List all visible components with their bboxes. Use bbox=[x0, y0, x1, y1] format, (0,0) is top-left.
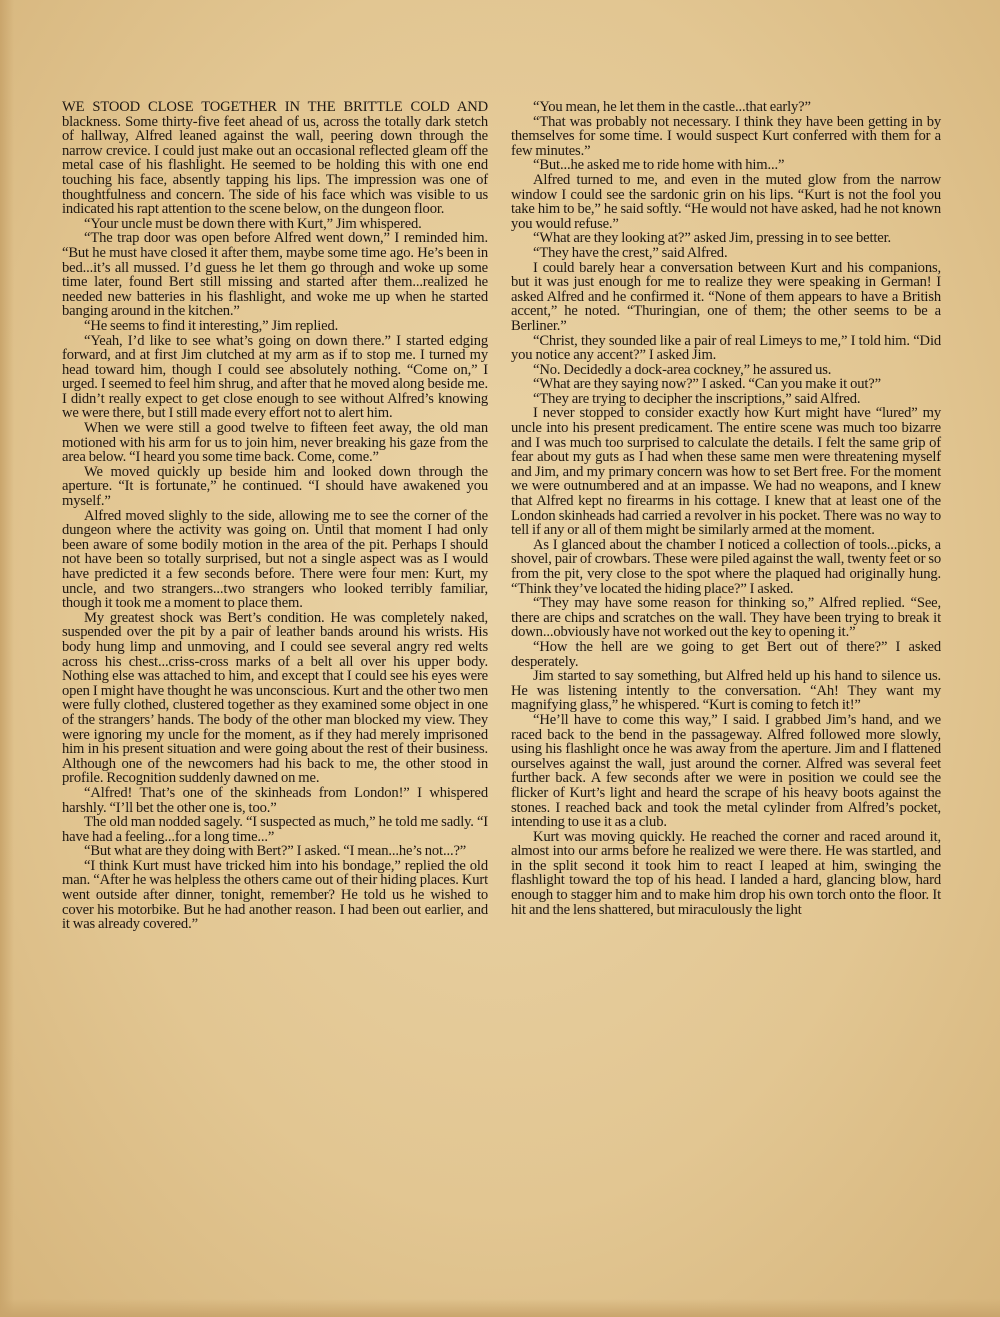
left-paragraph: “Yeah, I’d like to see what’s going on down there.” I started edging forward, and at first Jim clutched at my arm as if to stop me. I turned my head toward him, though I could see absolutely nothing. “Come on,” I urged. I seemed to feel him shrug, and after that he moved along beside me. I didn’t really expect to get close enough to see without Alfred’s knowing we were there, but I still made every effort not to alert him. bbox=[62, 332, 488, 422]
left-paragraph: “The trap door was open before Alfred went down,” I reminded him. “But he must have closed it after them, maybe some time ago. He’s been in bed...it’s all mussed. I’d guess he let them go through and woke up some time later, found Bert still missing and started after them...realized he needed new batteries in his flashlight, and woke me up when he started banging around in the kitchen.” bbox=[62, 230, 488, 320]
right-paragraph: As I glanced about the chamber I noticed a collection of tools...picks, a shovel, pair of crowbars. These were piled against the wall, twenty feet or so from the pit, very close to the spot where the plaqued had originally hung. “Think they’ve located the hiding place?” I asked. bbox=[511, 536, 941, 597]
page-edge-shadow bbox=[0, 0, 14, 1317]
right-paragraph: “They are trying to decipher the inscriptions,” said Alfred. bbox=[533, 390, 861, 407]
right-paragraph: “No. Decidedly a dock-area cockney,” he assured us. bbox=[533, 361, 832, 378]
left-text-column bbox=[62, 100, 488, 932]
right-paragraph: “They may have some reason for thinking so,” Alfred replied. “See, there are chips and scratches on the wall. They have been trying to break it down...obviously have not worked out the key to opening it.” bbox=[511, 595, 941, 641]
right-paragraph: Kurt was moving quickly. He reached the corner and raced around it, almost into our arms before he realized we were there. He was startled, and in the split second it took him to react I leaped at him, swinging the flashlight toward the top of his head. I landed a hard, glancing blow, hard enough to stagger him and to make him drop his own torch onto the floor. It hit and the lens shattered, but miraculously the light bbox=[511, 828, 941, 918]
left-paragraph: We moved quickly up beside him and looked down through the aperture. “It is fortunate,” he continued. “I should have awakened you myself.” bbox=[62, 463, 488, 510]
left-paragraph-1 bbox=[62, 100, 488, 217]
right-paragraph: “Christ, they sounded like a pair of real Limeys to me,” I told him. “Did you notice any accent?” I asked Jim. bbox=[511, 332, 941, 364]
paragraph-text: blackness. Some thirty-five feet ahead of us, across the totally dark stetch of hallway, Alfred leaned against the wall, peering down through the narrow crevice. I could just make out an occasional reflected gleam off the metal case of his flashlight. He seemed to be holding this with one end touching his face, absently tapping his lips. The impression was one of thoughtfulness and concern. The side of his face which was visible to us indicated his rapt attention to the scene below, on the dungeon floor. bbox=[62, 113, 488, 218]
left-paragraph: The old man nodded sagely. “I suspected as much,” he told me sadly. “I have had a feeling...for a long time...” bbox=[62, 814, 488, 845]
left-paragraph: Alfred moved slighly to the side, allowing me to see the corner of the dungeon where the activity was going on. Until that moment I had only been aware of some bodily motion in the area of the pit. Perhaps I should not have been so totally surprised, but not a single aspect was as I would have predicted it a few seconds before. There were four men: Kurt, my uncle, and two strangers...two strangers who looked terribly familiar, though it took me a moment to place them. bbox=[62, 507, 488, 612]
right-paragraph: “He’ll have to come this way,” I said. I grabbed Jim’s hand, and we raced back to the bend in the passageway. Alfred followed more slowly, using his flashlight once he was away from the aperture. Jim and I flattened ourselves against the wall, just around the corner. Alfred was several feet further back. A few seconds after we were in position we could see the flicker of Kurt’s light and heard the scrape of his heavy boots against the stones. I reached back and took the metal cylinder from Alfred’s pocket, intending to use it as a club. bbox=[511, 711, 941, 831]
right-paragraph: “How the hell are we going to get Bert out of there?” I asked desperately. bbox=[511, 638, 941, 670]
left-paragraph: My greatest shock was Bert’s condition. He was completely naked, suspended over the pit by a pair of leather bands around his wrists. His body hung limp and unmoving, and I could see several angry red welts across his chest...criss-cross marks of a belt all over his upper body. Nothing else was attached to him, and except that I could see his eyes were open I might have thought he was unconscious. Kurt and the other two men were fully clothed, clustered together as they examined some object in one of the strangers’ hands. The body of the other man blocked my view. They were ignoring my uncle for the moment, as if they had merely imprisoned him in his present situation and were going about the rest of their business. Although one of the newcomers had his back to me, the other stood in profile. Recognition suddenly dawned on me. bbox=[62, 609, 488, 787]
right-paragraph: “What are they saying now?” I asked. “Can you make it out?” bbox=[533, 376, 881, 393]
right-paragraph: “They have the crest,” said Alfred. bbox=[533, 244, 728, 261]
left-paragraph: When we were still a good twelve to fifteen feet away, the old man motioned with his arm for us to join him, never breaking his gaze from the area below. “I heard you some time back. Come, come.” bbox=[62, 420, 488, 466]
right-paragraph: “That was probably not necessary. I think they have been getting in by themselves for some time. I would suspect Kurt conferred with them for a few minutes.” bbox=[511, 113, 941, 159]
right-paragraph: Alfred turned to me, and even in the muted glow from the narrow window I could see the sardonic grin on his lips. “Kurt is not the fool you take him to be,” he said softly. “He would not have asked, had he not known you would refuse.” bbox=[511, 171, 941, 232]
left-paragraph: “But what are they doing with Bert?” I asked. “I mean...he’s not...?” bbox=[84, 843, 467, 860]
right-paragraph: “But...he asked me to ride home with him...” bbox=[533, 157, 785, 174]
right-paragraph: I could barely hear a conversation between Kurt and his companions, but it was just enough for me to realize they were speaking in German! I asked Alfred and he confirmed it. “None of them appears to have a British accent,” he noted. “Thuringian, one of them; the other seems to be a Berliner.” bbox=[511, 259, 941, 334]
right-paragraph: “You mean, he let them in the castle...that early?” bbox=[533, 99, 811, 115]
right-paragraph: Jim started to say something, but Alfred held up his hand to silence us. He was listening intently to the conversation. “Ah! They want my magnifying glass,” he whispered. “Kurt is coming to fetch it!” bbox=[511, 668, 941, 714]
left-paragraph: “I think Kurt must have tricked him into his bondage,” replied the old man. “After he was helpless the others came out of their hiding places. Kurt went outside after dinner, tonight, remember? He told us he wished to cover his motorbike. But he had another reason. I had been out earlier, and it was already covered.” bbox=[62, 857, 488, 933]
left-paragraph: “Alfred! That’s one of the skinheads from London!” I whispered harshly. “I’ll bet the other one is, too.” bbox=[62, 784, 488, 816]
right-paragraph: I never stopped to consider exactly how Kurt might have “lured” my uncle into his present predicament. The entire scene was much too bizarre and I was much too surprised to calculate the details. I felt the same grip of fear about my guts as I had when these same men were threatening myself and Jim, and my primary concern was how to set Bert free. For the moment we were outnumbered and at an impasse. We had no weapons, and I knew that Alfred kept no firearms in his cottage. I knew that at least one of the London skinheads had carried a revolver in his pocket. There was no way to tell if any or all of them might be similarly armed at the moment. bbox=[511, 405, 941, 539]
left-paragraph: “He seems to find it interesting,” Jim replied. bbox=[84, 317, 339, 334]
page-bottom-shadow bbox=[0, 1299, 1000, 1317]
right-text-column bbox=[511, 100, 941, 917]
lead-in-caps: WE STOOD CLOSE TOGETHER IN THE BRITTLE COLD AND bbox=[62, 99, 488, 115]
left-paragraph: “Your uncle must be down there with Kurt,” Jim whispered. bbox=[84, 215, 422, 232]
right-paragraph: “What are they looking at?” asked Jim, pressing in to see better. bbox=[533, 230, 891, 247]
